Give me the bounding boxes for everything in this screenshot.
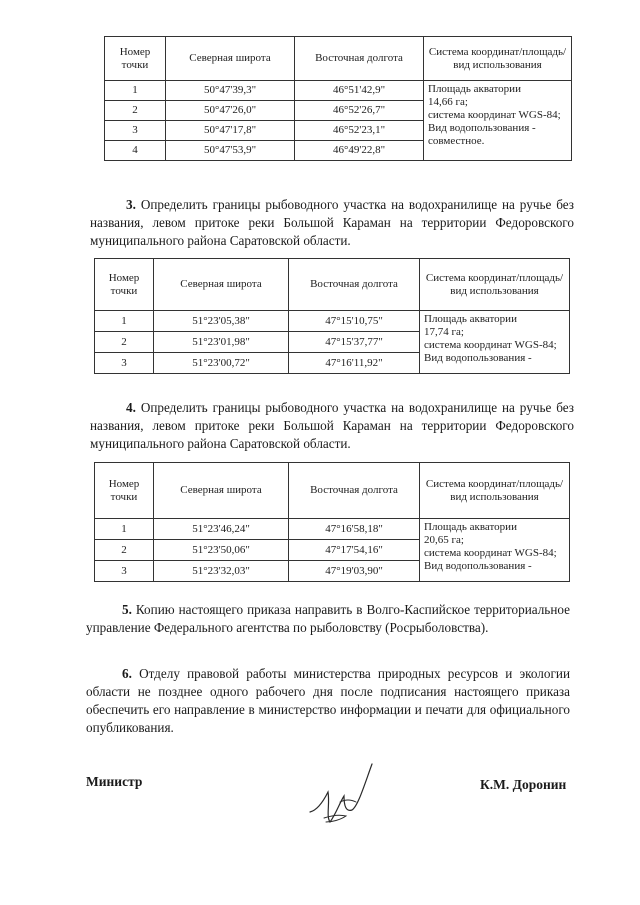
paragraph-4: [90, 399, 574, 453]
desc-line: Вид водопользования -: [428, 122, 536, 134]
latitude-cell: 50°47'17,8": [166, 121, 295, 141]
signatory-name: К.М. Доронин: [480, 777, 567, 792]
paragraph-6-number: 6.: [122, 666, 132, 681]
paragraph-6: [86, 665, 570, 737]
latitude-cell: 51°23'00,72": [154, 353, 289, 374]
desc-line: Вид водопользования -: [424, 352, 532, 364]
desc-line: Площадь акватории: [424, 521, 517, 533]
header-point: Номер точки: [95, 463, 154, 519]
desc-line: Площадь акватории: [428, 83, 521, 95]
header-longitude: Восточная долгота: [289, 463, 420, 519]
paragraph-5: [86, 601, 570, 637]
table-row: [95, 519, 570, 540]
header-latitude: Северная широта: [154, 259, 289, 311]
header-latitude: Северная широта: [154, 463, 289, 519]
longitude-cell: 47°16'58,18": [289, 519, 420, 540]
point-number: 3: [105, 121, 166, 141]
longitude-cell: 46°52'26,7": [295, 101, 424, 121]
table-header-row: [105, 37, 572, 81]
desc-line: 14,66 га;: [428, 96, 468, 108]
paragraph-3: [90, 196, 574, 250]
system-description: [420, 311, 570, 374]
latitude-cell: 50°47'39,3": [166, 81, 295, 101]
latitude-cell: 51°23'50,06": [154, 540, 289, 561]
desc-line: система координат WGS-84;: [428, 109, 561, 121]
desc-line: 20,65 га;: [424, 534, 464, 546]
point-number: 3: [95, 561, 154, 582]
latitude-cell: 51°23'05,38": [154, 311, 289, 332]
table-header-row: [95, 463, 570, 519]
header-point: Номер точки: [95, 259, 154, 311]
longitude-cell: 47°15'10,75": [289, 311, 420, 332]
handwritten-signature: [300, 752, 390, 832]
coordinates-table-2: [94, 258, 570, 374]
desc-line: система координат WGS-84;: [424, 339, 557, 351]
longitude-cell: 47°15'37,77": [289, 332, 420, 353]
point-number: 2: [95, 332, 154, 353]
point-number: 2: [95, 540, 154, 561]
point-number: 1: [95, 519, 154, 540]
coordinates-table-1: [104, 36, 572, 161]
desc-line: система координат WGS-84;: [424, 547, 557, 559]
point-number: 1: [105, 81, 166, 101]
signatory-role: Министр: [86, 774, 143, 789]
longitude-cell: 46°52'23,1": [295, 121, 424, 141]
paragraph-4-number: 4.: [126, 400, 136, 415]
latitude-cell: 51°23'01,98": [154, 332, 289, 353]
header-system: Система координат/площадь/вид использования: [420, 259, 570, 311]
table-header-row: [95, 259, 570, 311]
desc-line: 17,74 га;: [424, 326, 464, 338]
header-system: Система координат/площадь/вид использования: [420, 463, 570, 519]
point-number: 3: [95, 353, 154, 374]
paragraph-5-number: 5.: [122, 602, 132, 617]
paragraph-5-text: Копию настоящего приказа направить в Волго-Каспийское территориальное управление Федерального агентства по рыболовству (Росрыболовства).: [86, 602, 570, 635]
coordinates-table-3: [94, 462, 570, 582]
latitude-cell: 51°23'32,03": [154, 561, 289, 582]
longitude-cell: 47°17'54,16": [289, 540, 420, 561]
desc-line: Площадь акватории: [424, 313, 517, 325]
header-latitude: Северная широта: [166, 37, 295, 81]
system-description: [424, 81, 572, 161]
longitude-cell: 47°19'03,90": [289, 561, 420, 582]
desc-line: Вид водопользования -: [424, 560, 532, 572]
paragraph-4-text: Определить границы рыбоводного участка на водохранилище на ручье без названия, левом притоке реки Большой Караман на территории Федоровского муниципального района Саратовской области.: [90, 400, 574, 451]
point-number: 1: [95, 311, 154, 332]
point-number: 2: [105, 101, 166, 121]
header-longitude: Восточная долгота: [289, 259, 420, 311]
table-row: [95, 311, 570, 332]
longitude-cell: 46°51'42,9": [295, 81, 424, 101]
latitude-cell: 50°47'26,0": [166, 101, 295, 121]
header-system: Система координат/площадь/вид использования: [424, 37, 572, 81]
paragraph-3-number: 3.: [126, 197, 136, 212]
header-longitude: Восточная долгота: [295, 37, 424, 81]
latitude-cell: 50°47'53,9": [166, 141, 295, 161]
system-description: [420, 519, 570, 582]
point-number: 4: [105, 141, 166, 161]
latitude-cell: 51°23'46,24": [154, 519, 289, 540]
paragraph-6-text: Отделу правовой работы министерства природных ресурсов и экологии области не позднее одного рабочего дня после подписания настоящего приказа обеспечить его направление в министерство информации и печати для официального опубликования.: [86, 666, 570, 735]
header-point: Номер точки: [105, 37, 166, 81]
desc-line: совместное.: [428, 135, 485, 147]
paragraph-3-text: Определить границы рыбоводного участка на водохранилище на ручье без названия, левом притоке реки Большой Караман на территории Федоровского муниципального района Саратовской области.: [90, 197, 574, 248]
longitude-cell: 47°16'11,92": [289, 353, 420, 374]
longitude-cell: 46°49'22,8": [295, 141, 424, 161]
table-row: [105, 81, 572, 101]
